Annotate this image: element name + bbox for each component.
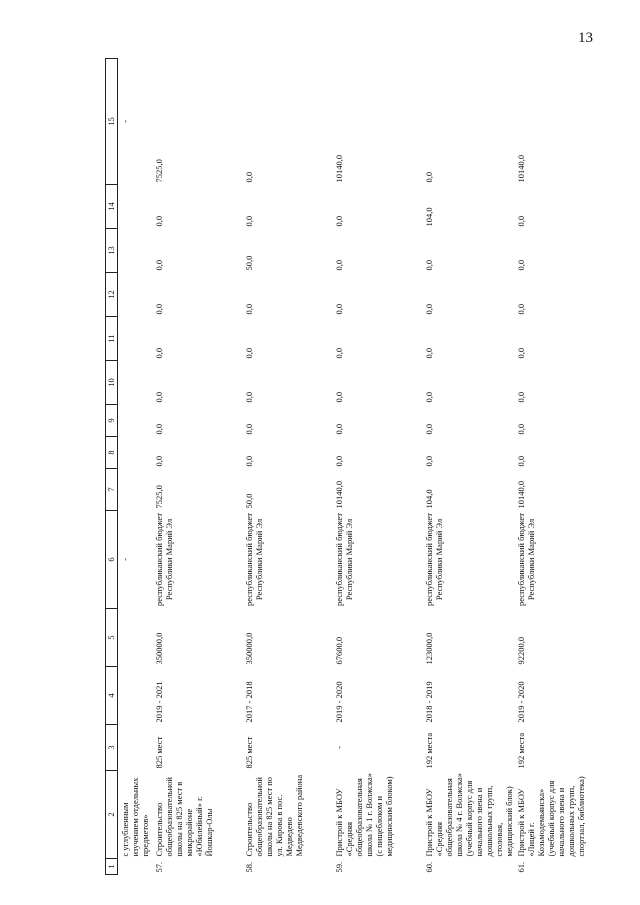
value-cell: 10140,0	[334, 480, 344, 509]
value-cell: 0,0	[516, 303, 527, 315]
capacity: 192 места	[424, 732, 434, 769]
funding-source: республиканский бюджет Республики Марий Эл	[334, 513, 355, 606]
value-cell: 10140,0	[334, 154, 344, 183]
value-cell: 0,0	[516, 215, 527, 227]
total-cost: 67600,0	[334, 636, 344, 665]
table-row	[332, 59, 422, 875]
value-cell: 0,0	[154, 259, 164, 271]
value-cell: 0,0	[334, 215, 344, 227]
value-cell: 50,0	[244, 255, 254, 271]
header-cell: 13	[106, 229, 118, 273]
value-cell: 104,0	[424, 207, 434, 227]
value-cell	[118, 317, 153, 361]
header-cell: 15	[106, 59, 118, 185]
row-number	[118, 859, 153, 875]
value-cell: 0,0	[154, 391, 164, 403]
value-cell: 0,0	[516, 259, 527, 271]
value-cell: 0,0	[424, 303, 434, 315]
value-cell	[118, 405, 153, 437]
value-cell: 7525,0	[154, 159, 164, 183]
value-cell: 0,0	[424, 347, 434, 359]
period: 2018 - 2019	[424, 681, 434, 723]
value-cell: 0,0	[516, 347, 527, 359]
header-cell: 2	[106, 771, 118, 859]
period	[118, 667, 153, 725]
value-cell	[118, 469, 153, 511]
value-cell	[118, 437, 153, 469]
capacity: 825 мест	[244, 736, 254, 769]
funding-source: -	[120, 558, 130, 561]
header-cell: 6	[106, 511, 118, 609]
value-cell: 0,0	[244, 215, 254, 227]
period: 2019 - 2020	[334, 681, 344, 723]
value-cell: 104,0	[424, 489, 434, 509]
value-cell: 0,0	[334, 423, 344, 435]
value-cell: 0,0	[334, 303, 344, 315]
total-cost: 350000,0	[244, 632, 254, 665]
value-cell: 0,0	[154, 303, 164, 315]
header-cell: 9	[106, 405, 118, 437]
total-cost: 350000,0	[154, 632, 164, 665]
table-row	[514, 59, 604, 875]
table-row	[242, 59, 332, 875]
object-name: Строительство общеобразовательной школы на 825 мест в микрорайоне «Юбилейный» г. Йошкар-Олы	[154, 777, 215, 857]
value-cell	[118, 273, 153, 317]
row-number: 59.	[334, 861, 344, 873]
value-cell: 10140,0	[516, 154, 527, 183]
row-number: 61.	[516, 861, 527, 873]
value-cell: 0,0	[154, 215, 164, 227]
period: 2019 - 2021	[154, 681, 164, 723]
table-row-continuation	[118, 59, 153, 875]
header-cell: 7	[106, 469, 118, 511]
funding-source: республиканский бюджет Республики Марий Эл	[244, 513, 265, 606]
header-cell: 12	[106, 273, 118, 317]
object-name: Пристрой к МБОУ «Средняя общеобразовательная школа № 1 г. Волжска» (с пищеблоком и медицинским блоком)	[334, 773, 395, 857]
value-cell	[118, 229, 153, 273]
value-cell: 0,0	[424, 259, 434, 271]
funding-source: республиканский бюджет Республики Марий Эл	[154, 513, 175, 606]
value-cell: 0,0	[244, 347, 254, 359]
value-cell: 0,0	[154, 455, 164, 467]
investment-table	[105, 58, 604, 875]
value-cell: 0,0	[424, 171, 434, 183]
table-row	[422, 59, 514, 875]
row-number: 57.	[154, 861, 164, 873]
value-cell: 0,0	[334, 455, 344, 467]
value-cell: 50,0	[244, 493, 254, 509]
period: 2019 - 2020	[516, 681, 527, 723]
value-cell	[118, 185, 153, 229]
value-cell: 0,0	[424, 391, 434, 403]
header-cell: 1	[106, 859, 118, 875]
header-cell: 4	[106, 667, 118, 725]
object-name: с углубленным изучением отдельных предметов»	[120, 777, 151, 857]
capacity: -	[334, 746, 344, 749]
header-cell: 11	[106, 317, 118, 361]
value-cell	[118, 361, 153, 405]
row-number: 60.	[424, 861, 434, 873]
value-cell: 7525,0	[154, 485, 164, 509]
object-name: Пристрой к МБОУ «Лицей г. Козьмодемьянска» (учебный корпус для начального звена и дошкольных групп, спортзал, библиотека)	[516, 776, 587, 857]
total-cost: 92200,0	[516, 636, 527, 665]
header-cell: 3	[106, 725, 118, 771]
value-cell: 0,0	[244, 171, 254, 183]
value-cell: 0,0	[334, 259, 344, 271]
object-name: Строительство общеобразовательной школы на 825 мест по ул. Кирова в пос. Медведево Медведевского района	[244, 774, 305, 857]
header-cell: 5	[106, 609, 118, 667]
value-cell: 0,0	[244, 455, 254, 467]
value-cell: 0,0	[244, 423, 254, 435]
period: 2017 - 2018	[244, 681, 254, 723]
object-name: Пристрой к МБОУ «Средняя общеобразовательная школа № 4 г. Волжска» (учебный корпус для начального звена и дошкольных групп, столовая, медицинский блок)	[424, 773, 515, 857]
value-cell: 0,0	[244, 303, 254, 315]
header-cell: 8	[106, 437, 118, 469]
funding-source: республиканский бюджет Республики Марий Эл	[516, 513, 537, 606]
capacity: 825 мест	[154, 736, 164, 769]
header-cell: 14	[106, 185, 118, 229]
value-cell: 0,0	[334, 391, 344, 403]
table-row	[152, 59, 242, 875]
value-cell: 0,0	[516, 391, 527, 403]
value-cell: 0,0	[334, 347, 344, 359]
value-cell: 0,0	[424, 455, 434, 467]
header-cell: 10	[106, 361, 118, 405]
capacity: 192 места	[516, 732, 527, 769]
value-cell: 0,0	[154, 423, 164, 435]
value-cell: 0,0	[154, 347, 164, 359]
value-cell: 0,0	[516, 423, 527, 435]
header-row	[106, 59, 118, 875]
value-cell: 0,0	[424, 423, 434, 435]
row-number: 58.	[244, 861, 254, 873]
total-cost	[118, 609, 153, 667]
value-cell: 10140,0	[516, 480, 527, 509]
total-cost: 123000,0	[424, 632, 434, 665]
capacity	[118, 725, 153, 771]
funding-source: республиканский бюджет Республики Марий Эл	[424, 513, 445, 606]
page-number: 13	[578, 30, 593, 46]
value-cell: -	[120, 120, 130, 123]
value-cell: 0,0	[516, 455, 527, 467]
rotated-table-container	[105, 105, 620, 875]
value-cell: 0,0	[244, 391, 254, 403]
